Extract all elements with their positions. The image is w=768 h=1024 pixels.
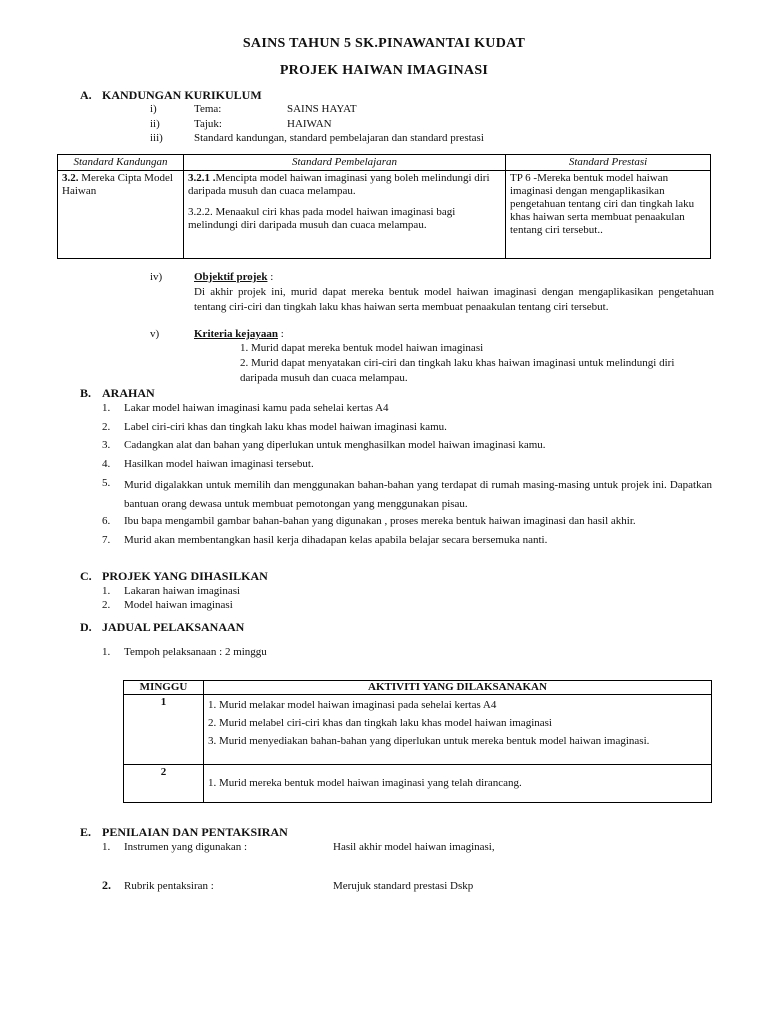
item-number: iii) — [150, 132, 163, 144]
tajuk-label: Tajuk: — [194, 118, 222, 130]
list-number: 1. — [102, 841, 111, 853]
sk-code: 3.2. — [62, 172, 79, 184]
document-subtitle: PROJEK HAIWAN IMAGINASI — [279, 63, 489, 78]
sp-item — [188, 172, 501, 198]
document-title: SAINS TAHUN 5 SK.PINAWANTAI KUDAT — [242, 36, 526, 51]
list-item: Cadangkan alat dan bahan yang diperlukan untuk menghasilkan model haiwan imaginasi kamu. — [124, 439, 546, 451]
standard-prestasi-cell: TP 6 -Mereka bentuk model haiwan imaginasi dengan mengaplikasikan pengetahuan tentang ciri dan tingkah laku khas haiwan serta membuat penaakulan tentang ciri tersebut.. — [506, 171, 711, 259]
tajuk-value: HAIWAN — [287, 118, 332, 130]
objektif-colon: : — [267, 271, 274, 283]
kriteria-colon: : — [278, 328, 284, 340]
table-header: Standard Pembelajaran — [184, 155, 506, 171]
tema-value: SAINS HAYAT — [287, 103, 357, 115]
sp1-code: 3.2.1 . — [188, 172, 216, 184]
activity-item: 1. Murid mereka bentuk model haiwan imaginasi yang telah dirancang. — [208, 777, 522, 789]
list-number: 2. — [102, 878, 111, 892]
activity-item: 3. Murid menyediakan bahan-bahan yang diperlukan untuk mereka bentuk model haiwan imaginasi. — [208, 735, 650, 747]
section-b-letter: B. — [80, 386, 92, 400]
sp2-text: 3.2.2. Menaakul ciri khas pada model haiwan imaginasi bagi melindungi diri daripada musuh dan cuaca melampau. — [188, 206, 456, 231]
kriteria-item: 1. Murid dapat mereka bentuk model haiwan imaginasi — [240, 342, 484, 354]
list-item: Murid akan membentangkan hasil kerja dihadapan kelas apabila belajar secara bersemuka nanti. — [124, 534, 548, 546]
rubrik-value: Merujuk standard prestasi Dskp — [333, 880, 474, 892]
item-number: iv) — [150, 271, 163, 283]
section-a-heading: KANDUNGAN KURIKULUM — [102, 88, 262, 102]
list-item: Hasilkan model haiwan imaginasi tersebut. — [124, 458, 314, 470]
list-number: 2. — [102, 421, 111, 433]
item-number: v) — [150, 328, 160, 340]
table-header: MINGGU — [124, 681, 204, 695]
standard-pembelajaran-cell — [184, 171, 506, 259]
section-a-letter: A. — [80, 88, 92, 102]
sp1-text: Mencipta model haiwan imaginasi yang boleh melindungi diri daripada musuh dan cuaca melampau. — [188, 172, 490, 197]
section-c-letter: C. — [80, 569, 92, 583]
kriteria-item-cont: daripada musuh dan cuaca melampau. — [240, 372, 408, 384]
week-cell: 2 — [124, 765, 204, 803]
instrumen-label: Instrumen yang digunakan : — [124, 841, 248, 853]
standard-table — [57, 154, 711, 259]
activity-cell — [204, 695, 712, 765]
activity-table — [123, 680, 712, 803]
list-number: 4. — [102, 458, 111, 470]
objektif-text: Di akhir projek ini, murid dapat mereka bentuk model haiwan imaginasi dengan mengaplikasikan pengetahuan tentang ciri-ciri dan tingkah laku khas haiwan serta membuat penaakulan tentang ciri tersebut. — [194, 286, 714, 313]
section-b-heading: ARAHAN — [102, 386, 155, 400]
list-item: Ibu bapa mengambil gambar bahan-bahan yang digunakan , proses mereka bentuk haiwan imaginasi dan hasil akhir. — [124, 515, 636, 527]
week-cell: 1 — [124, 695, 204, 765]
tempoh-text: Tempoh pelaksanaan : 2 minggu — [124, 646, 267, 658]
section-e-letter: E. — [80, 825, 92, 839]
list-number: 1. — [102, 646, 111, 658]
standard-label: Standard kandungan, standard pembelajaran dan standard prestasi — [194, 132, 484, 144]
list-item: Lakar model haiwan imaginasi kamu pada sehelai kertas A4 — [124, 402, 389, 414]
activity-item: 1. Murid melakar model haiwan imaginasi pada sehelai kertas A4 — [208, 699, 497, 711]
list-item: Lakaran haiwan imaginasi — [124, 585, 241, 597]
list-item: Label ciri-ciri khas dan tingkah laku khas model haiwan imaginasi kamu. — [124, 421, 447, 433]
table-header: AKTIVITI YANG DILAKSANAKAN — [204, 681, 712, 695]
section-c-heading: PROJEK YANG DIHASILKAN — [102, 569, 268, 583]
tema-label: Tema: — [194, 103, 222, 115]
list-number: 5. — [102, 477, 111, 489]
sk-text: Mereka Cipta Model Haiwan — [62, 172, 173, 197]
list-number: 2. — [102, 599, 111, 611]
activity-item: 2. Murid melabel ciri-ciri khas dan tingkah laku khas model haiwan imaginasi — [208, 717, 552, 729]
kriteria-label: Kriteria kejayaan — [194, 328, 279, 340]
activity-cell — [204, 765, 712, 803]
list-number: 6. — [102, 515, 111, 527]
list-item: Murid digalakkan untuk memilih dan menggunakan bahan-bahan yang terdapat di rumah masing-masing untuk projek ini. Dapatkan bantuan orang dewasa untuk membuat pemotongan yang menggunakan pisau. — [124, 479, 712, 510]
table-header: Standard Kandungan — [58, 155, 184, 171]
list-number: 3. — [102, 439, 111, 451]
objektif-label: Objektif projek — [194, 271, 268, 283]
instrumen-value: Hasil akhir model haiwan imaginasi, — [333, 841, 495, 853]
rubrik-label: Rubrik pentaksiran : — [124, 880, 214, 892]
kriteria-item: 2. Murid dapat menyatakan ciri-ciri dan tingkah laku khas haiwan imaginasi untuk melindungi diri — [240, 357, 675, 369]
item-number: i) — [150, 103, 157, 115]
objektif-heading — [194, 270, 273, 284]
list-number: 1. — [102, 402, 111, 414]
section-d-letter: D. — [80, 620, 92, 634]
section-d-heading: JADUAL PELAKSANAAN — [102, 620, 245, 634]
kriteria-heading — [194, 327, 284, 341]
section-e-heading: PENILAIAN DAN PENTAKSIRAN — [102, 825, 288, 839]
table-header: Standard Prestasi — [506, 155, 711, 171]
list-item: Model haiwan imaginasi — [124, 599, 233, 611]
standard-kandungan-cell — [58, 171, 184, 259]
item-number: ii) — [150, 118, 160, 130]
list-number: 1. — [102, 585, 111, 597]
list-number: 7. — [102, 534, 111, 546]
